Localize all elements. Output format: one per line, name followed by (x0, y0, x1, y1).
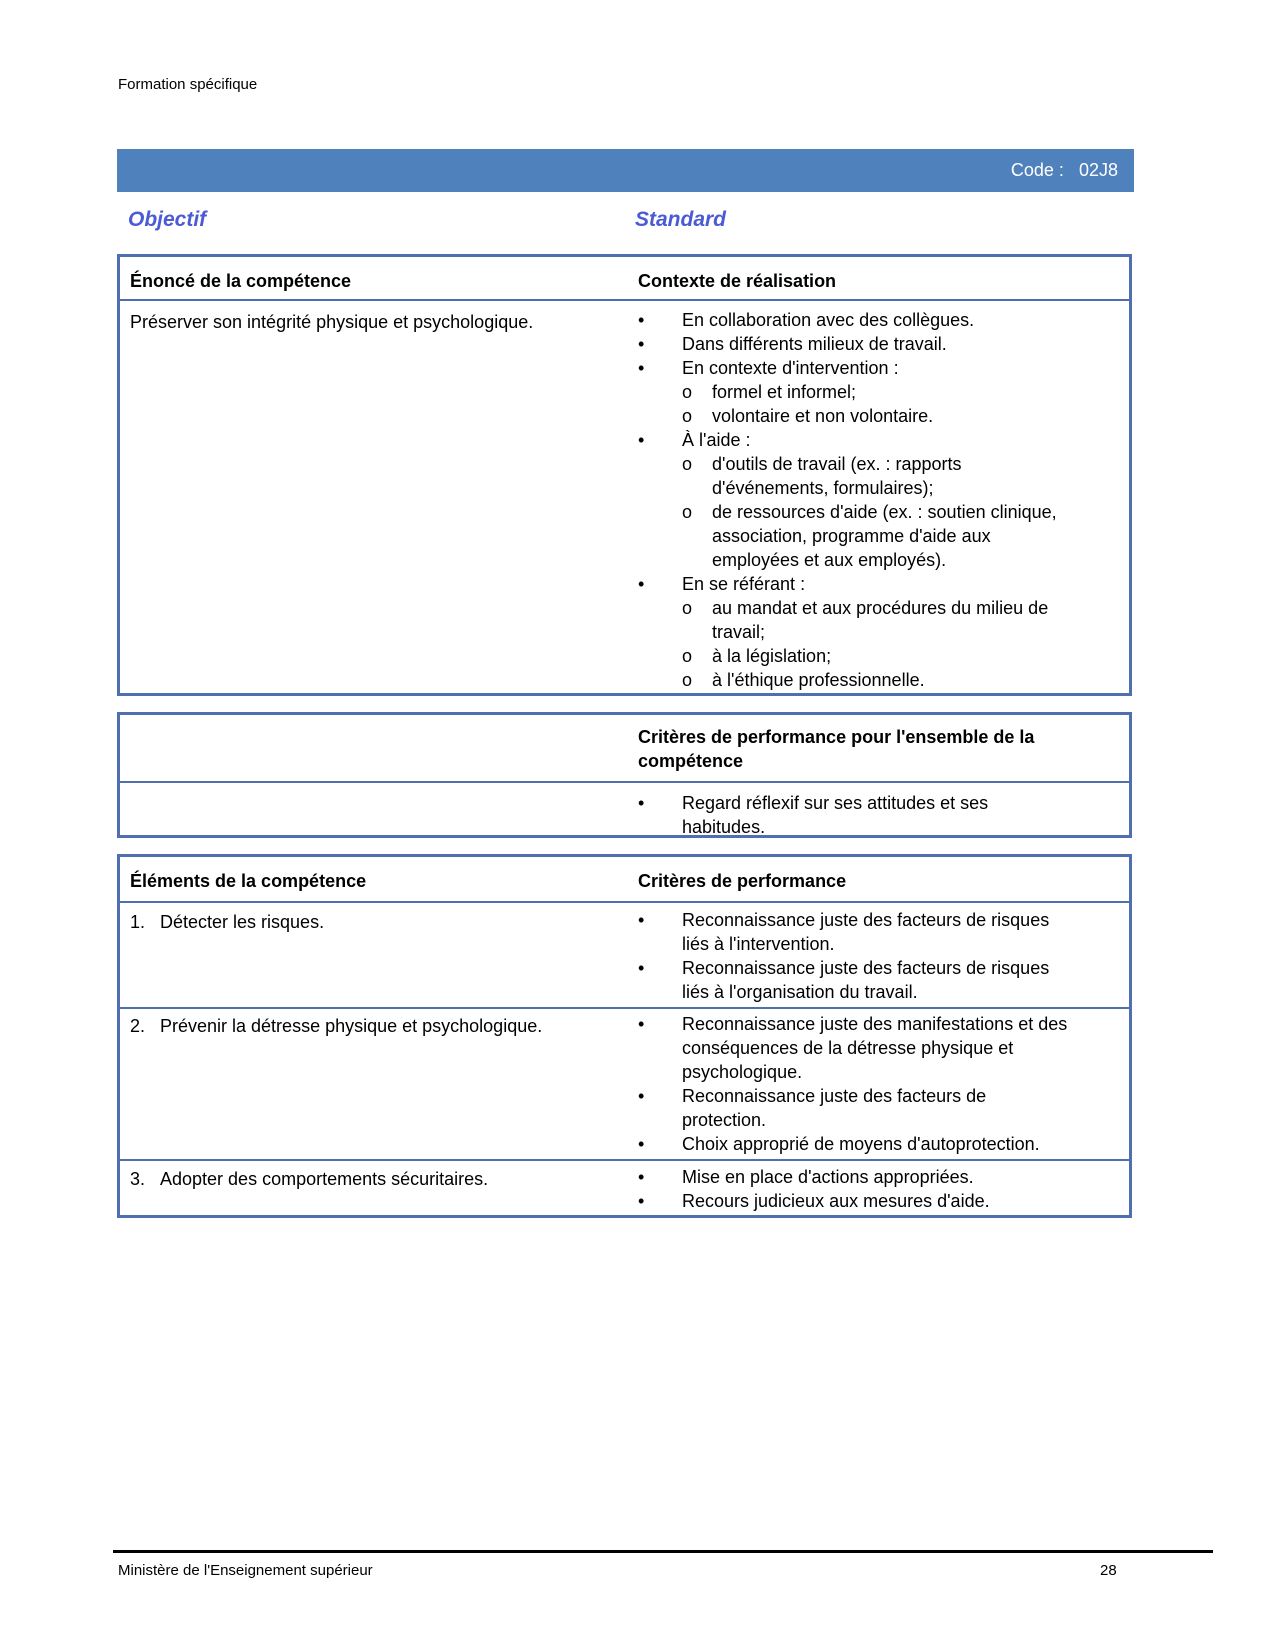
bullet: • (638, 334, 645, 354)
sub-bullet: o (682, 454, 693, 474)
contexte-line: d'événements, formulaires); (712, 478, 934, 498)
element-number: 1. (130, 912, 146, 932)
bullet: • (638, 574, 645, 594)
sub-bullet: o (682, 406, 693, 426)
bullet: • (638, 1014, 645, 1034)
ensemble-item-line2: habitudes. (682, 817, 766, 837)
elements-table (117, 854, 1132, 1218)
bullet: • (638, 1191, 645, 1211)
critere-line: Recours judicieux aux mesures d'aide. (682, 1191, 990, 1211)
sub-bullet: o (682, 646, 693, 666)
bullet: • (638, 1086, 645, 1106)
bullet: • (638, 910, 645, 930)
element-number: 3. (130, 1169, 146, 1189)
contexte-line: de ressources d'aide (ex. : soutien clinique, (712, 502, 1057, 522)
bullet: • (638, 958, 645, 978)
critere-line: Reconnaissance juste des facteurs de risques (682, 958, 1050, 978)
row-divider (120, 1159, 1129, 1161)
critere-line: conséquences de la détresse physique et (682, 1038, 1014, 1058)
program-header: Formation spécifique (118, 76, 258, 93)
footer-ministry: Ministère de l'Enseignement supérieur (118, 1562, 373, 1579)
standard-heading: Standard (635, 208, 727, 231)
critere-line: protection. (682, 1110, 767, 1130)
footer-rule (113, 1550, 1213, 1553)
critere-line: psychologique. (682, 1062, 803, 1082)
objectif-heading: Objectif (128, 208, 207, 231)
ensemble-heading-line2: compétence (638, 751, 744, 771)
contexte-line: En contexte d'intervention : (682, 358, 899, 378)
contexte-line: employées et aux employés). (712, 550, 947, 570)
contexte-line: à l'éthique professionnelle. (712, 670, 925, 690)
code-text (1011, 160, 1118, 181)
contexte-line: En collaboration avec des collègues. (682, 310, 975, 330)
contexte-line: d'outils de travail (ex. : rapports (712, 454, 962, 474)
sub-bullet: o (682, 598, 693, 618)
enonce-text: Préserver son intégrité physique et psychologique. (130, 312, 534, 332)
bullet: • (638, 358, 645, 378)
contexte-heading: Contexte de réalisation (638, 271, 837, 291)
code-value: 02J8 (1078, 160, 1118, 180)
element-text: Adopter des comportements sécuritaires. (160, 1169, 489, 1189)
contexte-line: En se référant : (682, 574, 806, 594)
contexte-line: Dans différents milieux de travail. (682, 334, 947, 354)
critere-line: Reconnaissance juste des facteurs de risques (682, 910, 1050, 930)
code-label: Code : (1010, 160, 1064, 180)
critere-line: Reconnaissance juste des manifestations et des (682, 1014, 1068, 1034)
bullet: • (638, 793, 645, 813)
ensemble-table (117, 712, 1132, 838)
ensemble-item-line1: Regard réflexif sur ses attitudes et ses (682, 793, 989, 813)
contexte-line: travail; (712, 622, 766, 642)
row-divider (120, 1007, 1129, 1009)
element-number: 2. (130, 1016, 146, 1036)
enonce-heading: Énoncé de la compétence (130, 271, 352, 291)
ensemble-heading-line1: Critères de performance pour l'ensemble de la (638, 727, 1035, 747)
contexte-line: formel et informel; (712, 382, 857, 402)
elements-heading: Éléments de la compétence (130, 871, 367, 891)
bullet: • (638, 1134, 645, 1154)
critere-line: Reconnaissance juste des facteurs de (682, 1086, 987, 1106)
contexte-line: association, programme d'aide aux (712, 526, 991, 546)
bullet: • (638, 1167, 645, 1187)
critere-line: Mise en place d'actions appropriées. (682, 1167, 974, 1187)
sub-bullet: o (682, 502, 693, 522)
element-text: Détecter les risques. (160, 912, 325, 932)
contexte-line: volontaire et non volontaire. (712, 406, 934, 426)
enonce-contexte-table (117, 254, 1132, 696)
contexte-line: au mandat et aux procédures du milieu de (712, 598, 1049, 618)
contexte-line: à la législation; (712, 646, 832, 666)
critere-line: Choix approprié de moyens d'autoprotection. (682, 1134, 1040, 1154)
contexte-line: À l'aide : (682, 430, 751, 450)
code-bar (117, 149, 1134, 192)
bullet: • (638, 310, 645, 330)
sub-bullet: o (682, 670, 693, 690)
criteres-heading: Critères de performance (638, 871, 847, 891)
page-number: 28 (1100, 1562, 1117, 1579)
sub-bullet: o (682, 382, 693, 402)
critere-line: liés à l'organisation du travail. (682, 982, 918, 1002)
bullet: • (638, 430, 645, 450)
element-text: Prévenir la détresse physique et psychologique. (160, 1016, 543, 1036)
critere-line: liés à l'intervention. (682, 934, 835, 954)
